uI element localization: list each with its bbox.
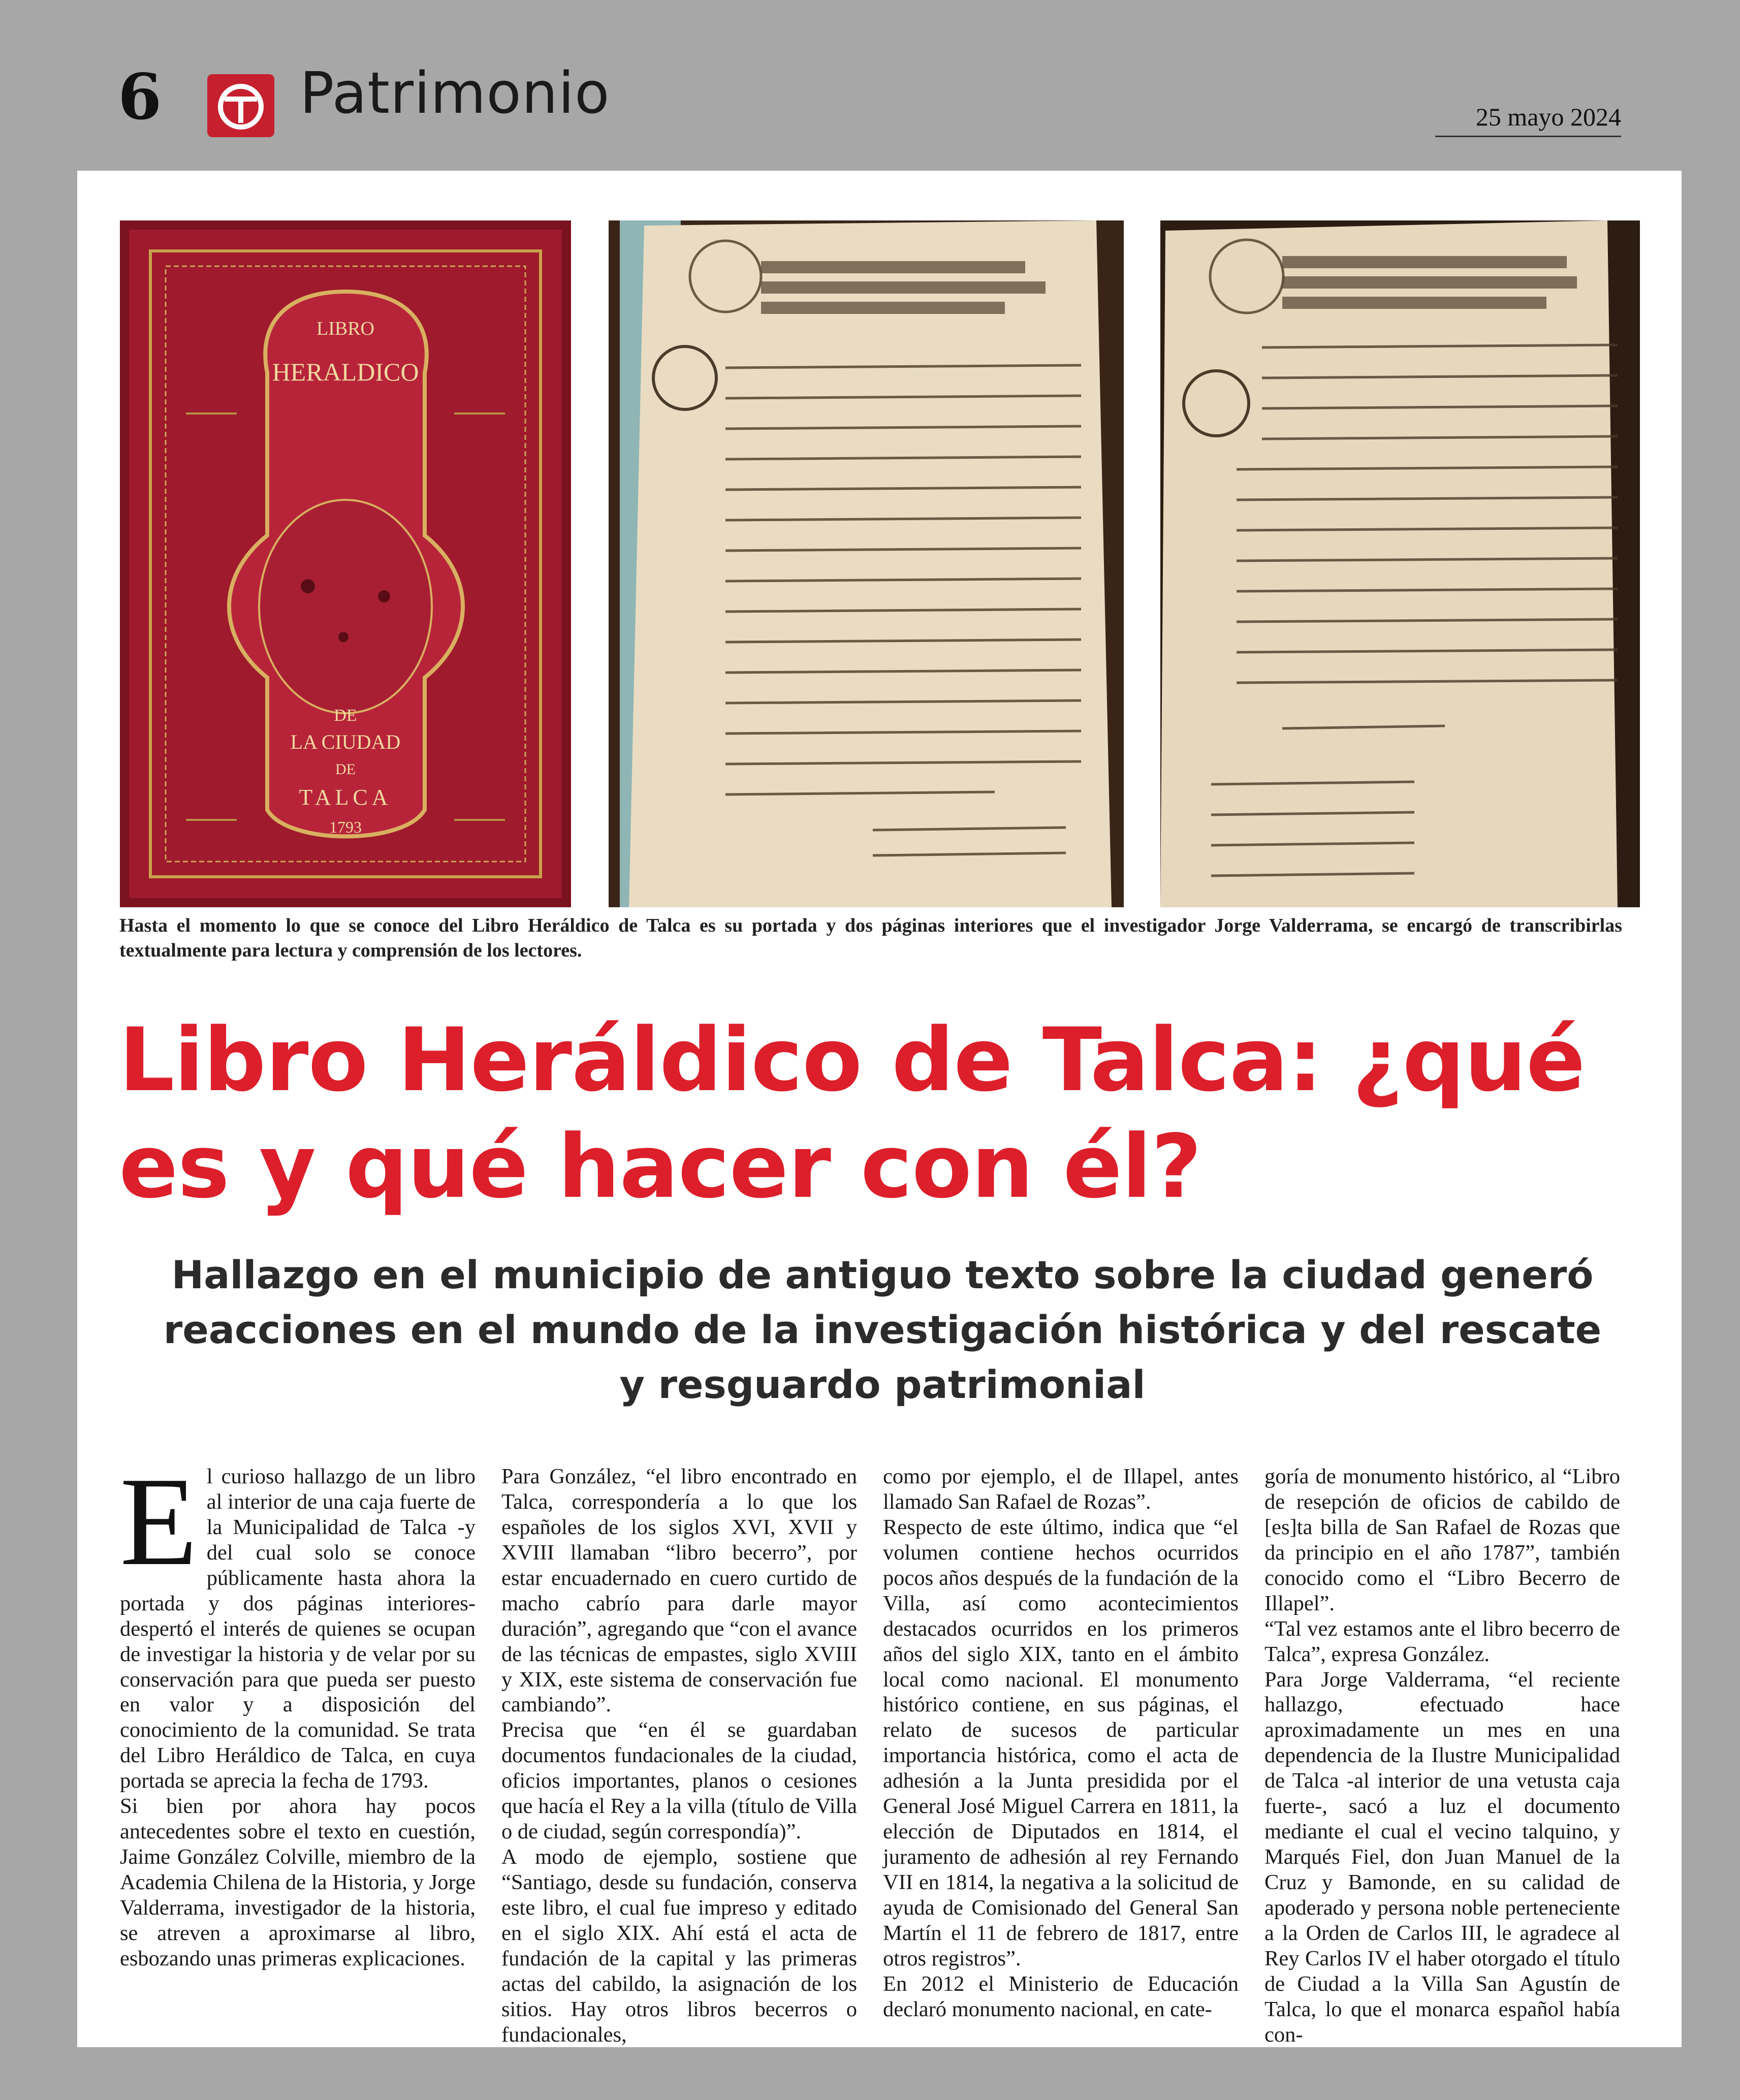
cover-subtitle-line1: DE xyxy=(334,706,357,725)
paragraph: Precisa que “en él se guardaban documentos fundacionales de la ciudad, oficios importantes, planos o cesiones que hacía el Rey a la villa (título de Villa o de ciudad, según correspondía)”. xyxy=(501,1718,857,1844)
article-headline: Libro Heráldico de Talca: ¿qué es y qué hacer con él? xyxy=(119,1009,1585,1218)
cover-subtitle-line2: LA CIUDAD xyxy=(290,730,401,753)
drop-cap: E xyxy=(120,1451,198,1592)
cover-title-line1: LIBRO xyxy=(317,318,374,339)
paragraph: como por ejemplo, el de Illapel, antes llamado San Rafael de Rozas”. xyxy=(883,1465,1239,1514)
paragraph: A modo de ejemplo, sostiene que “Santiago, desde su fundación, conserva este libro, el cual fue impreso y editado en el siglo XIX. Ahí está el acta de fundación de la capital y las primeras actas del cabildo, la asignación de los sitios. Hay otros libros becerros o fundacionales, xyxy=(501,1845,857,2047)
paragraph: Si bien por ahora hay pocos antecedentes sobre el texto en cuestión, Jaime González Colville, miembro de la Academia Chilena de la Historia, y Jorge Valderrama, investigador de la historia, se atreven a aproximarse al libro, esbozando unas primeras explicaciones. xyxy=(120,1794,476,1970)
page-number: 6 xyxy=(118,60,162,134)
paragraph: “Tal vez estamos ante el libro becerro de Talca”, expresa González. xyxy=(1264,1616,1620,1666)
book-cover-photo xyxy=(120,220,571,907)
article-column-4 xyxy=(1264,1464,1620,2048)
paragraph: Para Jorge Valderrama, “el reciente hallazgo, efectuado hace aproximadamente un mes en una dependencia de la Ilustre Municipalidad de Talca -al interior de una vetusta caja fuerte-, sacó a luz el documento mediante el cual el vecino talquino, y Marqués Fiel, don Juan Manuel de la Cruz y Bamonde, en su calidad de apoderado y persona noble perteneciente a la Orden de Carlos III, le agradece al Rey Carlos IV el haber otorgado el título de Ciudad a la Villa San Agustín de Talca, lo que el monarca español había con- xyxy=(1264,1667,1620,2047)
paragraph: Respecto de este último, indica que “el volumen contiene hechos ocurridos pocos años después de la fundación de la Villa, así como acontecimientos destacados ocurridos en los primeros años del siglo XIX, tanto en el ámbito local como nacional. El monumento histórico contiene, en sus páginas, el relato de sucesos de particular importancia histórica, como el acta de adhesión a la Junta presidida por el General José Miguel Carrera en 1811, la elección de Diputados en 1814, el juramento de adhesión al rey Fernando VII en 1814, la negativa a la solicitud de ayuda de Comisionado del General San Martín el 11 de febrero de 1817, entre otros registros”. xyxy=(883,1515,1239,1970)
manuscript-page-photo-2 xyxy=(1160,220,1640,907)
page-header xyxy=(0,0,1740,170)
section-title: Patrimonio xyxy=(300,60,610,126)
newspaper-logo xyxy=(207,74,274,137)
paragraph: En 2012 el Ministerio de Educación declaró monumento nacional, en cate- xyxy=(883,1971,1239,2021)
issue-date: 25 mayo 2024 xyxy=(1435,104,1621,137)
paragraph: Para González, “el libro encontrado en Talca, correspondería a lo que los españoles de los siglos XVI, XVII y XVIII llamaban “libro becerro”, por estar encuadernado en cuero curtido de macho cabrío para darle mayor duración”, agregando que “con el avance de las técnicas de empastes, siglo XVIII y XIX, este sistema de conservación fue cambiando”. xyxy=(501,1465,857,1717)
article-column-1 xyxy=(120,1451,476,1971)
article-column-2 xyxy=(501,1464,857,2048)
paragraph: l curioso hallazgo de un libro al interior de una caja fuerte de la Municipalidad de Talca -y del cual solo se conoce públicamente hasta ahora la portada y dos páginas interiores- despertó el interés de quienes se ocupan de investigar la historia y de velar por su conservación para que pueda ser puesto en valor y a disposición del conocimiento de la comunidad. Se trata del Libro Heráldico de Talca, en cuya portada se aprecia la fecha de 1793. xyxy=(120,1465,476,1793)
photo-caption: Hasta el momento lo que se conoce del Libro Heráldico de Talca es su portada y dos páginas interiores que el investigador Jorge Valderrama, se encargó de transcribirlas textualmente para lectura y comprensión de los lectores. xyxy=(119,915,1622,962)
article-subtitle: Hallazgo en el municipio de antiguo texto sobre la ciudad generó reacciones en el mundo de la investigación histórica y del rescate y resguardo patrimonial xyxy=(163,1252,1602,1407)
article-column-3 xyxy=(883,1464,1239,2022)
cover-title-line2: HERALDICO xyxy=(272,358,419,386)
cover-year: 1793 xyxy=(329,818,362,836)
manuscript-page-photo-1 xyxy=(609,220,1124,907)
paragraph: goría de monumento histórico, al “Libro de resepción de oficios de cabildo de [es]ta billa de San Rafael de Rozas que da principio en el año 1787”, también conocido como el “Libro Becerro de Illapel”. xyxy=(1264,1465,1620,1615)
article-page xyxy=(77,171,1682,2047)
cover-subtitle-line4: TALCA xyxy=(299,785,392,810)
cover-subtitle-line3: DE xyxy=(335,761,356,778)
